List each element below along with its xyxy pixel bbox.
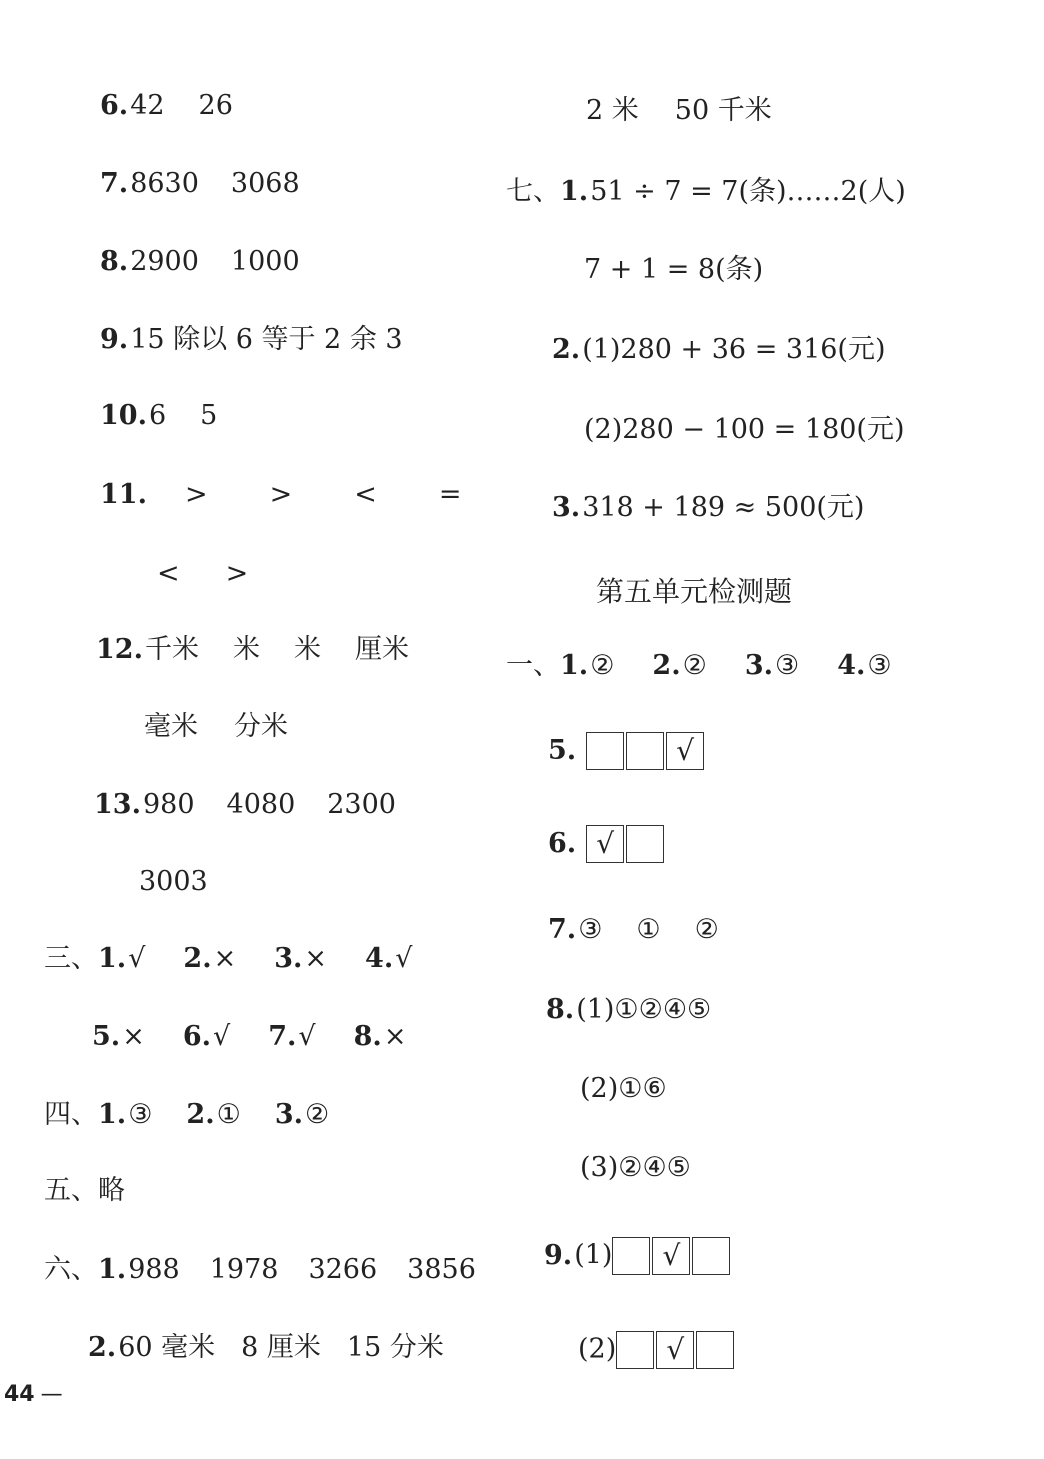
section-4: 四、1.③ 2.① 3.② xyxy=(44,1099,330,1130)
answer-13: 13.980 4080 2300 xyxy=(94,789,396,820)
answer-box: √ xyxy=(656,1331,694,1369)
section-6-row2: 2.60 毫米 8 厘米 15 分米 xyxy=(88,1332,444,1363)
answer-10: 10.6 5 xyxy=(100,400,218,431)
answer-box xyxy=(626,732,664,770)
answer-8: 8.2900 1000 xyxy=(100,246,300,277)
section-6-row1: 六、1.988 1978 3266 3856 xyxy=(44,1254,476,1285)
section-7-2-line2: (2)280 − 100 = 180(元) xyxy=(584,414,905,445)
unit5-q5: 5. √ xyxy=(548,732,706,770)
unit-title: 第五单元检测题 xyxy=(596,575,793,608)
answer-box xyxy=(616,1331,654,1369)
section-3-row2: 5.× 6.√ 7.√ 8.× xyxy=(92,1021,407,1052)
unit5-q6: 6. √ xyxy=(548,825,666,863)
answer-box xyxy=(626,825,664,863)
answer-6: 6.42 26 xyxy=(100,90,233,121)
unit5-q9: 9.(1) √ xyxy=(544,1237,732,1275)
page-number: 44 — xyxy=(4,1382,63,1407)
answer-12-line2: 毫米 分米 xyxy=(144,711,288,742)
unit5-section-1: 一、1.② 2.② 3.③ 4.③ xyxy=(506,650,892,681)
answer-7: 7.8630 3068 xyxy=(100,168,300,199)
answer-box: √ xyxy=(652,1237,690,1275)
answer-13-line2: 3003 xyxy=(139,866,208,897)
section-7-3: 3.318 + 189 ≈ 500(元) xyxy=(552,492,865,523)
section-7-1-line2: 7 + 1 = 8(条) xyxy=(584,254,764,285)
answer-12: 12.千米 米 米 厘米 xyxy=(96,634,409,665)
unit5-q8-line2: (2)①⑥ xyxy=(580,1073,667,1104)
section-3-row1: 三、1.√ 2.× 3.× 4.√ xyxy=(44,943,413,974)
answer-box xyxy=(696,1331,734,1369)
answer-box xyxy=(612,1237,650,1275)
right-top-line: 2 米 50 千米 xyxy=(586,95,772,126)
unit5-q8-line3: (3)②④⑤ xyxy=(580,1152,691,1183)
answer-box xyxy=(692,1237,730,1275)
answer-box: √ xyxy=(586,825,624,863)
answer-box xyxy=(586,732,624,770)
section-7-2: 2.(1)280 + 36 = 316(元) xyxy=(552,334,886,365)
answer-11: 11. > > < = xyxy=(100,479,462,510)
answer-9: 9.15 除以 6 等于 2 余 3 xyxy=(100,324,403,355)
answer-box: √ xyxy=(666,732,704,770)
unit5-q9-line2: (2) √ xyxy=(578,1331,736,1369)
unit5-q7: 7.③ ① ② xyxy=(548,914,719,945)
section-5: 五、略 xyxy=(44,1175,125,1206)
unit5-q8: 8.(1)①②④⑤ xyxy=(546,994,712,1025)
section-7-1: 七、1.51 ÷ 7 = 7(条)……2(人) xyxy=(506,176,906,207)
answer-11-line2: < > xyxy=(157,558,249,589)
